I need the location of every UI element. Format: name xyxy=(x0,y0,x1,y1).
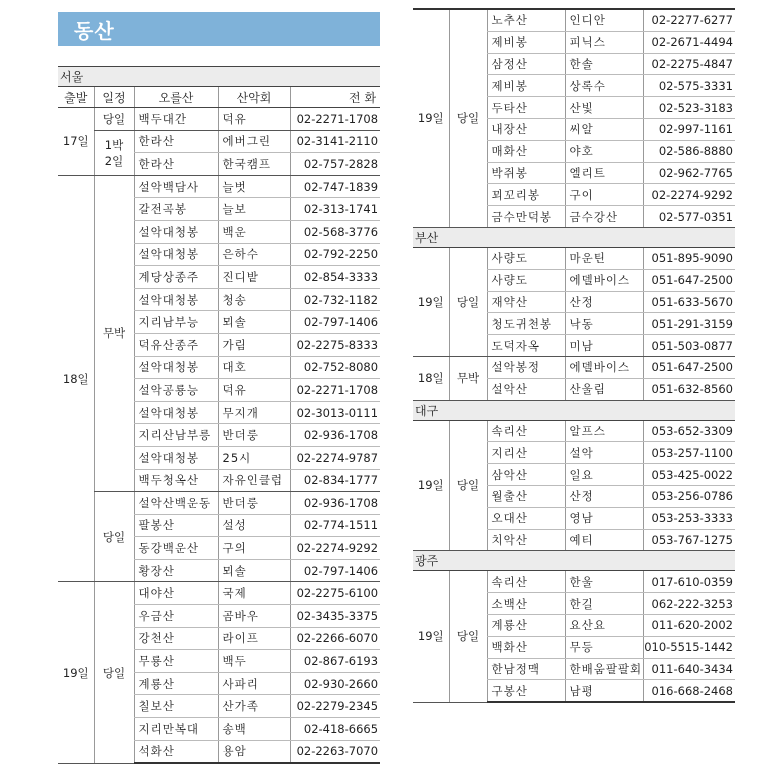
mountain-name: 꾀꼬리봉 xyxy=(487,184,565,206)
phone-number: 053-253-3333 xyxy=(643,507,735,529)
table-row xyxy=(58,492,380,515)
club-name: 라이프 xyxy=(218,627,290,650)
club-name: 늘벗 xyxy=(218,175,290,198)
club-name: 낙동 xyxy=(565,313,643,335)
mountain-name: 사량도 xyxy=(487,247,565,269)
mountain-name: 소백산 xyxy=(487,593,565,615)
club-name: 진디밭 xyxy=(218,266,290,289)
mountain-name: 석화산 xyxy=(134,740,218,763)
mountain-name: 설악봉정 xyxy=(487,356,565,378)
mountain-name: 칠보산 xyxy=(134,695,218,718)
mountain-name: 백두대간 xyxy=(134,108,218,131)
mountain-name: 속리산 xyxy=(487,571,565,593)
club-name: 무등 xyxy=(565,636,643,658)
phone-number: 02-936-1708 xyxy=(290,492,380,515)
club-name: 덕유 xyxy=(218,379,290,402)
mountain-name: 백두청옥산 xyxy=(134,469,218,492)
table-row xyxy=(413,356,735,378)
club-name: 영남 xyxy=(565,507,643,529)
table-row xyxy=(413,571,735,593)
club-name: 한솔 xyxy=(565,53,643,75)
phone-number: 02-2275-6100 xyxy=(290,582,380,605)
phone-number: 053-652-3309 xyxy=(643,420,735,442)
mountain-name: 계룡산 xyxy=(134,672,218,695)
phone-number: 053-767-1275 xyxy=(643,529,735,551)
mountain-name: 팔봉산 xyxy=(134,514,218,537)
phone-number: 02-752-8080 xyxy=(290,356,380,379)
club-name: 미남 xyxy=(565,335,643,357)
phone-number: 02-867-6193 xyxy=(290,650,380,673)
phone-number: 051-291-3159 xyxy=(643,313,735,335)
club-name: 한울 xyxy=(565,571,643,593)
schedule-type: 당일 xyxy=(449,9,487,227)
club-name: 알프스 xyxy=(565,420,643,442)
mountain-name: 구봉산 xyxy=(487,680,565,702)
mountain-name: 월출산 xyxy=(487,485,565,507)
departure-date: 17일 xyxy=(58,108,94,176)
phone-number: 02-774-1511 xyxy=(290,514,380,537)
departure-date: 18일 xyxy=(58,175,94,582)
phone-number: 02-792-2250 xyxy=(290,243,380,266)
phone-number: 02-523-3183 xyxy=(643,97,735,119)
mountain-name: 속리산 xyxy=(487,420,565,442)
phone-number: 02-997-1161 xyxy=(643,118,735,140)
mountain-name: 내장산 xyxy=(487,118,565,140)
club-name: 요산요 xyxy=(565,614,643,636)
phone-number: 02-418-6665 xyxy=(290,718,380,741)
phone-number: 053-425-0022 xyxy=(643,464,735,486)
seoul-schedule-table xyxy=(58,66,380,764)
club-name: 뫼솔 xyxy=(218,559,290,582)
phone-number: 02-747-1839 xyxy=(290,175,380,198)
schedule-header: 일정 xyxy=(94,87,134,108)
club-name: 은하수 xyxy=(218,243,290,266)
mountain-name: 백화산 xyxy=(487,636,565,658)
mountain-name: 매화산 xyxy=(487,140,565,162)
phone-number: 062-222-3253 xyxy=(643,593,735,615)
mountain-name: 설악산백운동 xyxy=(134,492,218,515)
club-name: 구의 xyxy=(218,537,290,560)
phone-number: 02-2275-4847 xyxy=(643,53,735,75)
region-header xyxy=(58,67,380,87)
mountain-name: 계당상종주 xyxy=(134,266,218,289)
club-header: 산악회 xyxy=(218,87,290,108)
club-name: 에델바이스 xyxy=(565,269,643,291)
mountain-name: 한라산 xyxy=(134,130,218,153)
departure-date: 19일 xyxy=(413,247,449,356)
section-banner xyxy=(58,12,380,46)
table-row xyxy=(413,420,735,442)
club-name: 국제 xyxy=(218,582,290,605)
phone-number: 02-834-1777 xyxy=(290,469,380,492)
club-name: 한배움팔팔회 xyxy=(565,658,643,680)
mountain-name: 무룡산 xyxy=(134,650,218,673)
mountain-name: 노추산 xyxy=(487,9,565,31)
phone-number: 02-2266-6070 xyxy=(290,627,380,650)
phone-number: 02-962-7765 xyxy=(643,162,735,184)
phone-number: 051-633-5670 xyxy=(643,291,735,313)
phone-number: 02-2279-2345 xyxy=(290,695,380,718)
club-name: 곰바우 xyxy=(218,605,290,628)
mountain-name: 청도귀천봉 xyxy=(487,313,565,335)
phone-number: 02-2275-8333 xyxy=(290,333,380,356)
phone-number: 051-647-2500 xyxy=(643,269,735,291)
mountain-name: 강천산 xyxy=(134,627,218,650)
mountain-name: 설악대청봉 xyxy=(134,220,218,243)
departure-date: 19일 xyxy=(413,9,449,227)
mountain-name: 치악산 xyxy=(487,529,565,551)
mountain-name: 도덕자옥 xyxy=(487,335,565,357)
mountain-name: 대야산 xyxy=(134,582,218,605)
mountain-name: 설악대청봉 xyxy=(134,356,218,379)
region-label: 광주 xyxy=(413,551,735,571)
phone-number: 02-586-8880 xyxy=(643,140,735,162)
club-name: 무지개 xyxy=(218,401,290,424)
banner-title: 동산 xyxy=(74,19,115,43)
mountain-header: 오를산 xyxy=(134,87,218,108)
region-header xyxy=(413,551,735,571)
phone-number: 02-575-3331 xyxy=(643,75,735,97)
table-row xyxy=(58,108,380,131)
club-name: 피닉스 xyxy=(565,31,643,53)
club-name: 용암 xyxy=(218,740,290,763)
phone-number: 02-2274-9787 xyxy=(290,446,380,469)
club-name: 산정 xyxy=(565,485,643,507)
table-row xyxy=(58,130,380,153)
club-name: 대호 xyxy=(218,356,290,379)
phone-number: 011-620-2002 xyxy=(643,614,735,636)
mountain-name: 제비봉 xyxy=(487,31,565,53)
club-name: 늘보 xyxy=(218,198,290,221)
mountain-name: 갈전곡봉 xyxy=(134,198,218,221)
mountain-name: 설악산 xyxy=(487,378,565,400)
phone-number: 051-647-2500 xyxy=(643,356,735,378)
mountain-name: 덕유산종주 xyxy=(134,333,218,356)
mountain-name: 황장산 xyxy=(134,559,218,582)
region-label: 대구 xyxy=(413,400,735,420)
club-name: 백두 xyxy=(218,650,290,673)
mountain-name: 설악대청봉 xyxy=(134,446,218,469)
club-name: 백운 xyxy=(218,220,290,243)
phone-number: 02-797-1406 xyxy=(290,311,380,334)
region-label: 부산 xyxy=(413,227,735,247)
mountain-name: 지리만복대 xyxy=(134,718,218,741)
phone-number: 02-568-3776 xyxy=(290,220,380,243)
phone-number: 02-313-1741 xyxy=(290,198,380,221)
table-row xyxy=(413,9,735,31)
phone-number: 02-2277-6277 xyxy=(643,9,735,31)
schedule-type: 당일 xyxy=(94,108,134,131)
phone-number: 02-854-3333 xyxy=(290,266,380,289)
phone-number: 02-2671-4494 xyxy=(643,31,735,53)
phone-number: 02-757-2828 xyxy=(290,153,380,176)
departure-date: 19일 xyxy=(413,571,449,702)
phone-number: 02-2271-1708 xyxy=(290,379,380,402)
mountain-name: 지리산 xyxy=(487,442,565,464)
mountain-name: 설악대청봉 xyxy=(134,288,218,311)
departure-date: 19일 xyxy=(58,582,94,763)
mountain-name: 설악대청봉 xyxy=(134,243,218,266)
region-label: 서울 xyxy=(58,67,380,87)
phone-number: 051-503-0877 xyxy=(643,335,735,357)
phone-number: 02-3141-2110 xyxy=(290,130,380,153)
phone-number: 02-2263-7070 xyxy=(290,740,380,763)
phone-number: 02-3435-3375 xyxy=(290,605,380,628)
club-name: 한국캠프 xyxy=(218,153,290,176)
phone-number: 017-610-0359 xyxy=(643,571,735,593)
schedule-type: 1박 2일 xyxy=(94,130,134,175)
mountain-name: 계룡산 xyxy=(487,614,565,636)
mountain-name: 한라산 xyxy=(134,153,218,176)
column-header-row xyxy=(58,87,380,108)
phone-number: 02-797-1406 xyxy=(290,559,380,582)
schedule-type: 당일 xyxy=(449,420,487,551)
mountain-name: 오대산 xyxy=(487,507,565,529)
mountain-name: 금수만덕봉 xyxy=(487,206,565,228)
club-name: 엘리트 xyxy=(565,162,643,184)
phone-header: 전 화 xyxy=(290,87,380,108)
club-name: 금수강산 xyxy=(565,206,643,228)
mountain-name: 설악대청봉 xyxy=(134,401,218,424)
phone-number: 02-2271-1708 xyxy=(290,108,380,131)
mountain-name: 설악공룡능 xyxy=(134,379,218,402)
club-name: 예티 xyxy=(565,529,643,551)
mountain-name: 우금산 xyxy=(134,605,218,628)
departure-date: 19일 xyxy=(413,420,449,551)
club-name: 뫼솔 xyxy=(218,311,290,334)
club-name: 설성 xyxy=(218,514,290,537)
phone-number: 010-5515-1442 xyxy=(643,636,735,658)
mountain-name: 동강백운산 xyxy=(134,537,218,560)
date-header: 출발 xyxy=(58,87,94,108)
club-name: 인디안 xyxy=(565,9,643,31)
schedule-type: 당일 xyxy=(449,247,487,356)
phone-number: 02-732-1182 xyxy=(290,288,380,311)
club-name: 야호 xyxy=(565,140,643,162)
phone-number: 02-936-1708 xyxy=(290,424,380,447)
club-name: 청송 xyxy=(218,288,290,311)
departure-date: 18일 xyxy=(413,356,449,400)
club-name: 반더룽 xyxy=(218,424,290,447)
club-name: 가림 xyxy=(218,333,290,356)
club-name: 남평 xyxy=(565,680,643,702)
mountain-name: 지리남부능 xyxy=(134,311,218,334)
club-name: 산울림 xyxy=(565,378,643,400)
phone-number: 053-256-0786 xyxy=(643,485,735,507)
phone-number: 051-632-8560 xyxy=(643,378,735,400)
club-name: 한길 xyxy=(565,593,643,615)
club-name: 상록수 xyxy=(565,75,643,97)
mountain-name: 두타산 xyxy=(487,97,565,119)
club-name: 산가족 xyxy=(218,695,290,718)
club-name: 산빛 xyxy=(565,97,643,119)
mountain-name: 삼악산 xyxy=(487,464,565,486)
mountain-name: 삼정산 xyxy=(487,53,565,75)
table-row xyxy=(413,247,735,269)
mountain-name: 지리산남부릉 xyxy=(134,424,218,447)
phone-number: 011-640-3434 xyxy=(643,658,735,680)
region-header xyxy=(413,227,735,247)
schedule-type: 무박 xyxy=(94,175,134,491)
club-name: 에델바이스 xyxy=(565,356,643,378)
phone-number: 02-2274-9292 xyxy=(290,537,380,560)
phone-number: 02-577-0351 xyxy=(643,206,735,228)
schedule-type: 당일 xyxy=(94,492,134,582)
mountain-name: 한남정맥 xyxy=(487,658,565,680)
club-name: 자유인클럽 xyxy=(218,469,290,492)
phone-number: 016-668-2468 xyxy=(643,680,735,702)
table-row xyxy=(58,582,380,605)
mountain-name: 제비봉 xyxy=(487,75,565,97)
phone-number: 053-257-1100 xyxy=(643,442,735,464)
mountain-name: 설악백담사 xyxy=(134,175,218,198)
club-name: 일요 xyxy=(565,464,643,486)
schedule-type: 당일 xyxy=(94,582,134,763)
mountain-name: 재약산 xyxy=(487,291,565,313)
club-name: 반더룽 xyxy=(218,492,290,515)
mountain-name: 박쥐봉 xyxy=(487,162,565,184)
club-name: 설악 xyxy=(565,442,643,464)
club-name: 덕유 xyxy=(218,108,290,131)
phone-number: 02-930-2660 xyxy=(290,672,380,695)
club-name: 씨알 xyxy=(565,118,643,140)
schedule-type: 당일 xyxy=(449,571,487,702)
phone-number: 02-2274-9292 xyxy=(643,184,735,206)
club-name: 사파리 xyxy=(218,672,290,695)
regional-schedule-table xyxy=(413,8,735,703)
region-header xyxy=(413,400,735,420)
phone-number: 051-895-9090 xyxy=(643,247,735,269)
table-row xyxy=(58,175,380,198)
club-name: 산정 xyxy=(565,291,643,313)
schedule-type: 무박 xyxy=(449,356,487,400)
club-name: 에버그린 xyxy=(218,130,290,153)
club-name: 송백 xyxy=(218,718,290,741)
club-name: 구이 xyxy=(565,184,643,206)
mountain-name: 사량도 xyxy=(487,269,565,291)
phone-number: 02-3013-0111 xyxy=(290,401,380,424)
club-name: 25시 xyxy=(218,446,290,469)
club-name: 마운틴 xyxy=(565,247,643,269)
